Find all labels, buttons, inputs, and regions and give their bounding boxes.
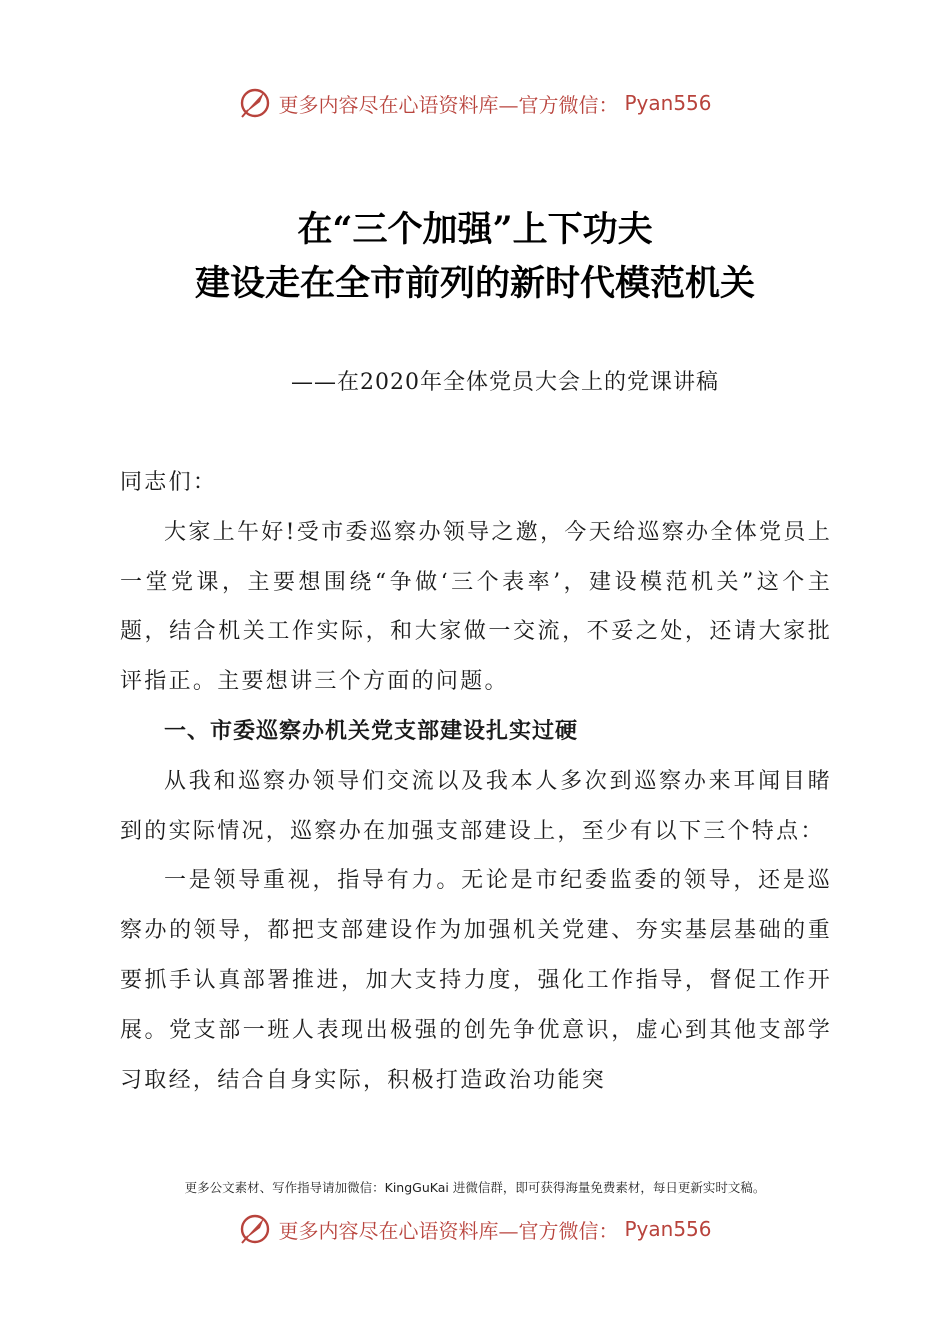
section-heading-1: 一、市委巡察办机关党支部建设扎实过硬 [164, 718, 579, 744]
quill-logo-icon [238, 1212, 272, 1246]
document-title-line-1: 在“三个加强”上下功夫 [297, 209, 653, 250]
point-one-lead: 一是领导重视，指导有力。 [164, 868, 462, 894]
watermark-text: 更多内容尽在心语资料库—官方微信： [278, 92, 619, 117]
document-title-line-2: 建设走在全市前列的新时代模范机关 [194, 263, 755, 304]
footer-note: 更多公文素材、写作指导请加微信：KingGuKai 进微信群，即可获得海量免费素材，每日更新实时文稿。 [184, 1180, 766, 1195]
paragraph-features: 从我和巡察办领导们交流以及我本人多次到巡察办来耳闻目睹到的实际情况，巡察办在加强支部建设上，至少有以下三个特点： [120, 768, 832, 844]
document-subtitle: ——在2020年全体党员大会上的党课讲稿 [291, 370, 719, 395]
document-body [120, 458, 832, 1105]
watermark-bottom [0, 1212, 950, 1246]
watermark-wechat: Pyan556 [624, 91, 712, 115]
paragraph-intro: 大家上午好!受市委巡察办领导之邀，今天给巡察办全体党员上一堂党课，主要想围绕“争做‘三个表率’，建设模范机关”这个主题，结合机关工作实际，和大家做一交流，不妥之处，还请大家批评指正。主要想讲三个方面的问题。 [120, 519, 832, 695]
quill-logo-icon [238, 86, 272, 120]
salutation: 同志们： [120, 470, 218, 495]
point-one-text: 无论是市纪委监委的领导，还是巡察办的领导，都把支部建设作为加强机关党建、夯实基层基础的重要抓手认真部署推进，加大支持力度，强化工作指导，督促工作开展。党支部一班人表现出极强的创先争优意识，虚心到其他支部学习取经，结合自身实际，积极打造政治功能突 [120, 868, 832, 1093]
watermark-wechat: Pyan556 [624, 1217, 712, 1241]
watermark-top [0, 86, 950, 120]
watermark-text: 更多内容尽在心语资料库—官方微信： [278, 1218, 619, 1243]
paragraph-point-one [120, 856, 832, 1105]
